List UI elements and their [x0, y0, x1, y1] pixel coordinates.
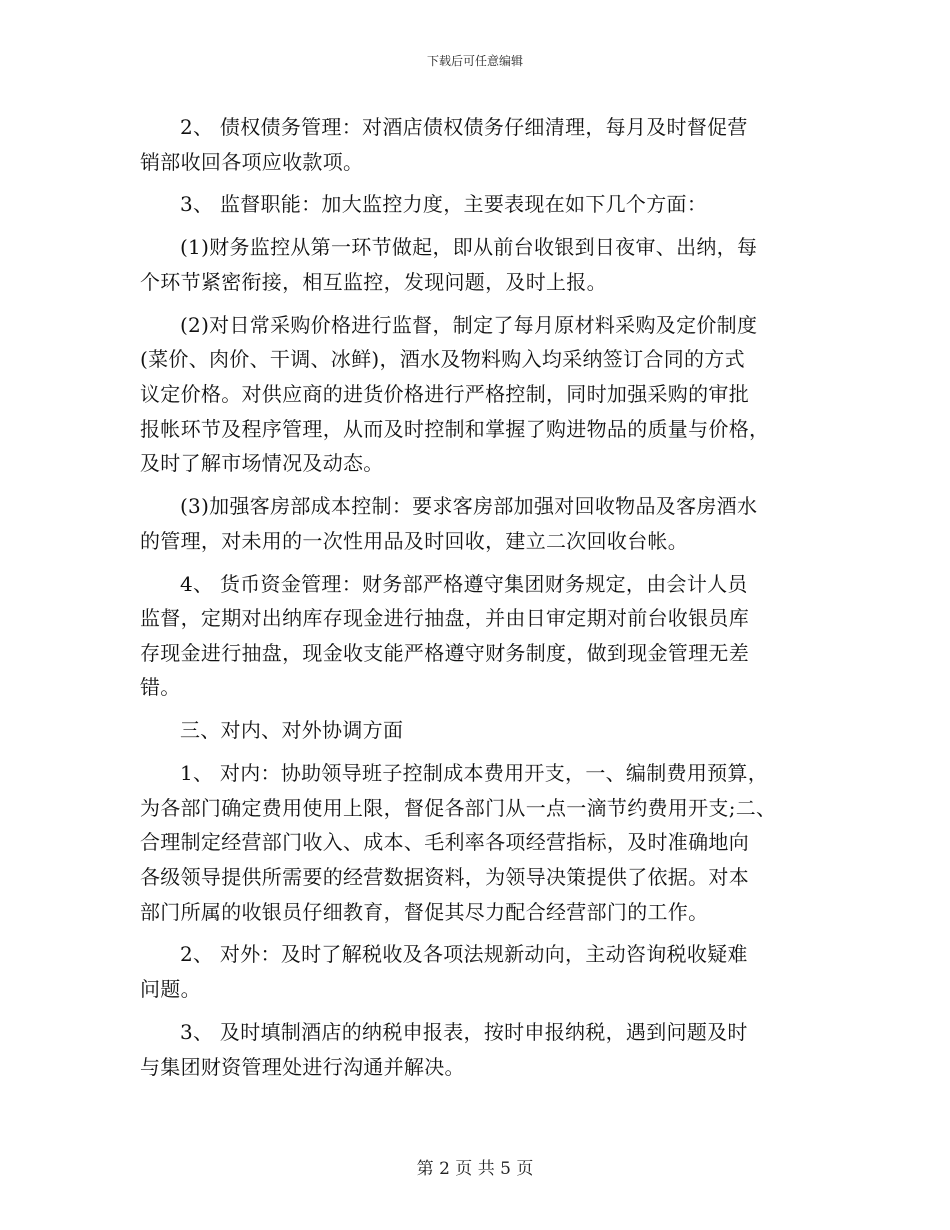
page-header: 下载后可任意编辑: [426, 54, 523, 68]
text-line: 3、 及时填制酒店的纳税申报表，按时申报纳税，遇到问题及时: [140, 1019, 748, 1044]
document-body: [140, 110, 820, 1084]
section-heading-coordination: [140, 713, 820, 748]
paragraph-debt-management: [140, 110, 820, 179]
text-line: 2、 对外：及时了解税收及各项法规新动向，主动咨询税收疑难: [140, 942, 748, 967]
text-line: 报帐环节及程序管理，从而及时控制和掌握了购进物品的质量与价格，: [140, 416, 770, 441]
text-line: 存现金进行抽盘，现金收支能严格遵守财务制度，做到现金管理无差: [140, 640, 749, 665]
text-line: (2)对日常采购价格进行监督，制定了每月原材料采购及定价制度: [140, 312, 758, 337]
paragraph-external: [140, 937, 820, 1006]
text-line: (1)财务监控从第一环节做起，即从前台收银到日夜审、出纳，每: [140, 235, 758, 260]
text-line: 问题。: [140, 977, 201, 1002]
text-line: 4、 货币资金管理：财务部严格遵守集团财务规定，由会计人员: [140, 571, 748, 596]
text-line: 为各部门确定费用使用上限，督促各部门从一点一滴节约费用开支;二、: [140, 795, 777, 820]
text-line: 部门所属的收银员仔细教育，督促其尽力配合经营部门的工作。: [140, 899, 709, 924]
paragraph-purchase-price: [140, 308, 820, 481]
text-line: 合理制定经营部门收入、成本、毛利率各项经营指标，及时准确地向: [140, 830, 749, 855]
text-line: 错。: [140, 675, 181, 700]
paragraph-cash-management: [140, 567, 820, 705]
text-line: 监督，定期对出纳库存现金进行抽盘，并由日审定期对前台收银员库: [140, 606, 749, 631]
text-line: 及时了解市场情况及动态。: [140, 451, 384, 476]
paragraph-financial-monitoring: [140, 230, 820, 299]
paragraph-internal: [140, 756, 820, 929]
text-line: 1、 对内：协助领导班子控制成本费用开支，一、编制费用预算，: [140, 761, 769, 786]
text-line: 的管理，对未用的一次性用品及时回收，建立二次回收台帐。: [140, 528, 689, 553]
text-line: (3)加强客房部成本控制：要求客房部加强对回收物品及客房酒水: [140, 494, 758, 519]
paragraph-housekeeping-cost: [140, 489, 820, 558]
text-line: 2、 债权债务管理：对酒店债权债务仔细清理，每月及时督促营: [140, 115, 748, 139]
text-line: 个环节紧密衔接，相互监控，发现问题，及时上报。: [140, 269, 607, 294]
text-line: 3、 监督职能：加大监控力度，主要表现在如下几个方面：: [140, 192, 708, 217]
text-line: 与集团财资管理处进行沟通并解决。: [140, 1054, 465, 1079]
text-line: 三、对内、对外协调方面: [140, 718, 404, 743]
text-line: 议定价格。对供应商的进货价格进行严格控制，同时加强采购的审批: [140, 382, 749, 407]
paragraph-tax-filing: [140, 1015, 820, 1084]
text-line: 各级领导提供所需要的经营数据资料，为领导决策提供了依据。对本: [140, 864, 749, 889]
text-line: (菜价、肉价、干调、冰鲜)，酒水及物料购入均采纳签订合同的方式: [140, 347, 745, 372]
page-number-footer: 第 2 页 共 5 页: [416, 1159, 534, 1179]
paragraph-supervision: [140, 187, 820, 222]
text-line: 销部收回各项应收款项。: [140, 149, 364, 174]
